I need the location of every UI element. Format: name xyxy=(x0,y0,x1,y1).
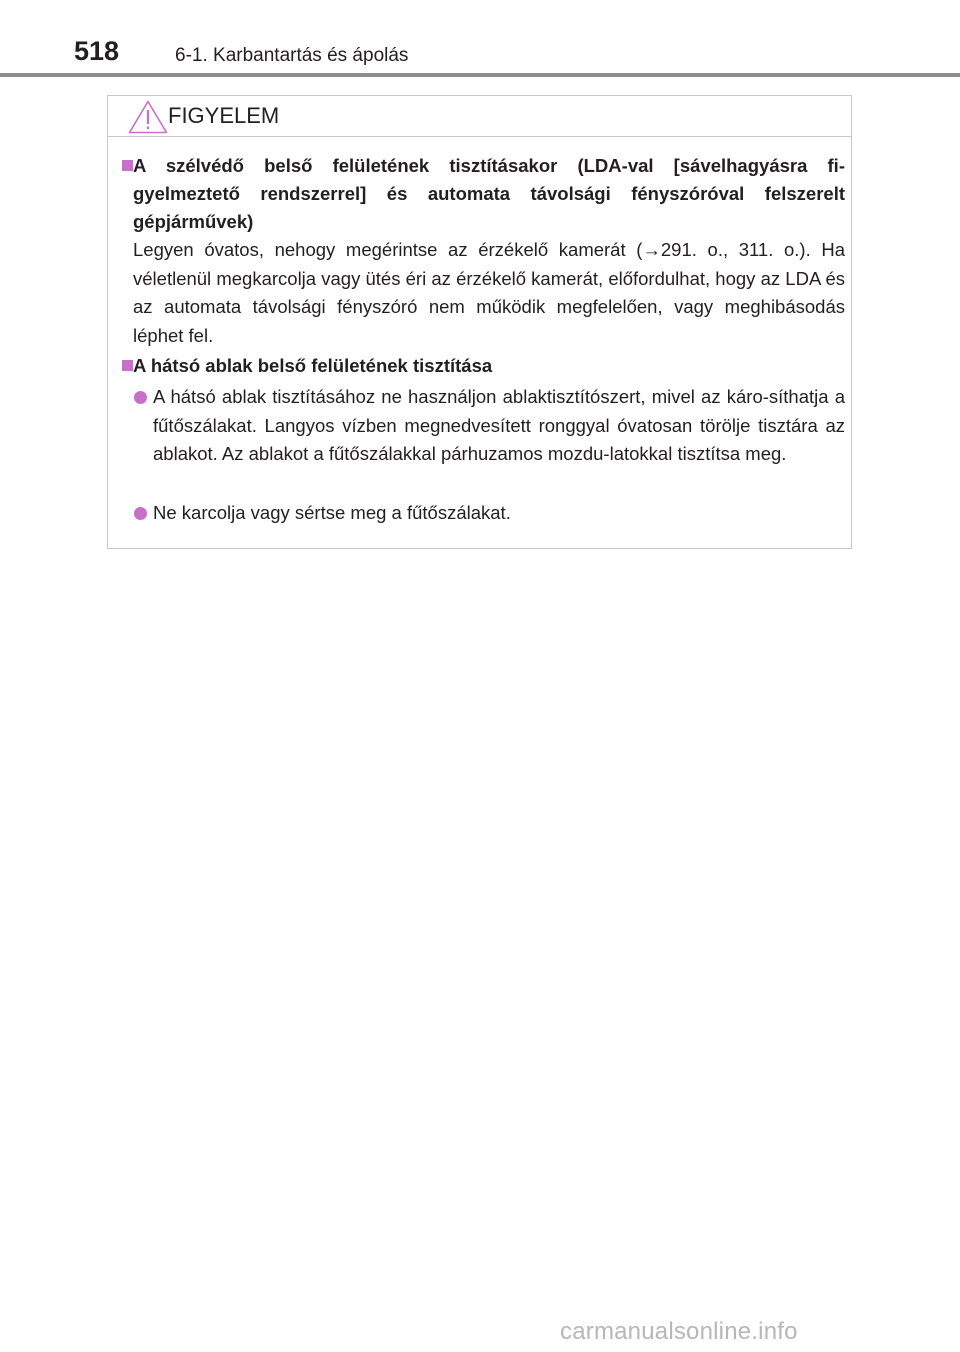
list-item xyxy=(153,499,845,528)
section-title: 6-1. Karbantartás és ápolás xyxy=(175,45,409,66)
page-header xyxy=(0,0,960,80)
page-number: 518 xyxy=(74,36,120,66)
list-item xyxy=(153,383,845,469)
section-heading-text: A szélvédő belső felületének tisztításakor (LDA-val [sávelhagyásra fi-gyelmeztető rendszerrel] és automata távolsági fényszóróval felszerelt gépjárművek) xyxy=(133,155,845,232)
circle-bullet-icon xyxy=(134,507,147,520)
circle-bullet-icon xyxy=(134,391,147,404)
watermark: carmanualsonline.info xyxy=(560,1318,798,1345)
warning-title: FIGYELEM xyxy=(168,103,280,128)
windshield-paragraph: Legyen óvatos, nehogy megérintse az érzékelő kamerát (→291. o., 311. o.). Ha véletlenül megkarcolja vagy ütés éri az érzékelő kamerát, előfordulhat, hogy az LDA és az automata távolsági fényszóró nem működik megfelelően, vagy meghibásodás léphet fel. xyxy=(133,239,845,346)
section-heading-windshield xyxy=(133,152,845,236)
list-item-text: Ne karcolja vagy sértse meg a fűtőszálakat. xyxy=(153,502,511,523)
warning-triangle-icon xyxy=(128,100,168,134)
list-item-text: A hátsó ablak tisztításához ne használjon ablaktisztítószert, mivel az káro-síthatja a fűtőszálakat. Langyos vízben megnedvesített ronggyal óvatosan törölje tisztára az ablakot. Az ablakot a fűtőszálakkal párhuzamos mozdu-latokkal tisztítsa meg. xyxy=(153,386,845,464)
warning-box xyxy=(107,95,852,549)
warning-header xyxy=(108,96,851,137)
header-divider xyxy=(0,73,960,77)
section-heading-rear-window xyxy=(133,352,845,380)
section-heading-text: A hátsó ablak belső felületének tisztítása xyxy=(133,355,493,376)
square-bullet-icon xyxy=(122,160,133,171)
square-bullet-icon xyxy=(122,360,133,371)
